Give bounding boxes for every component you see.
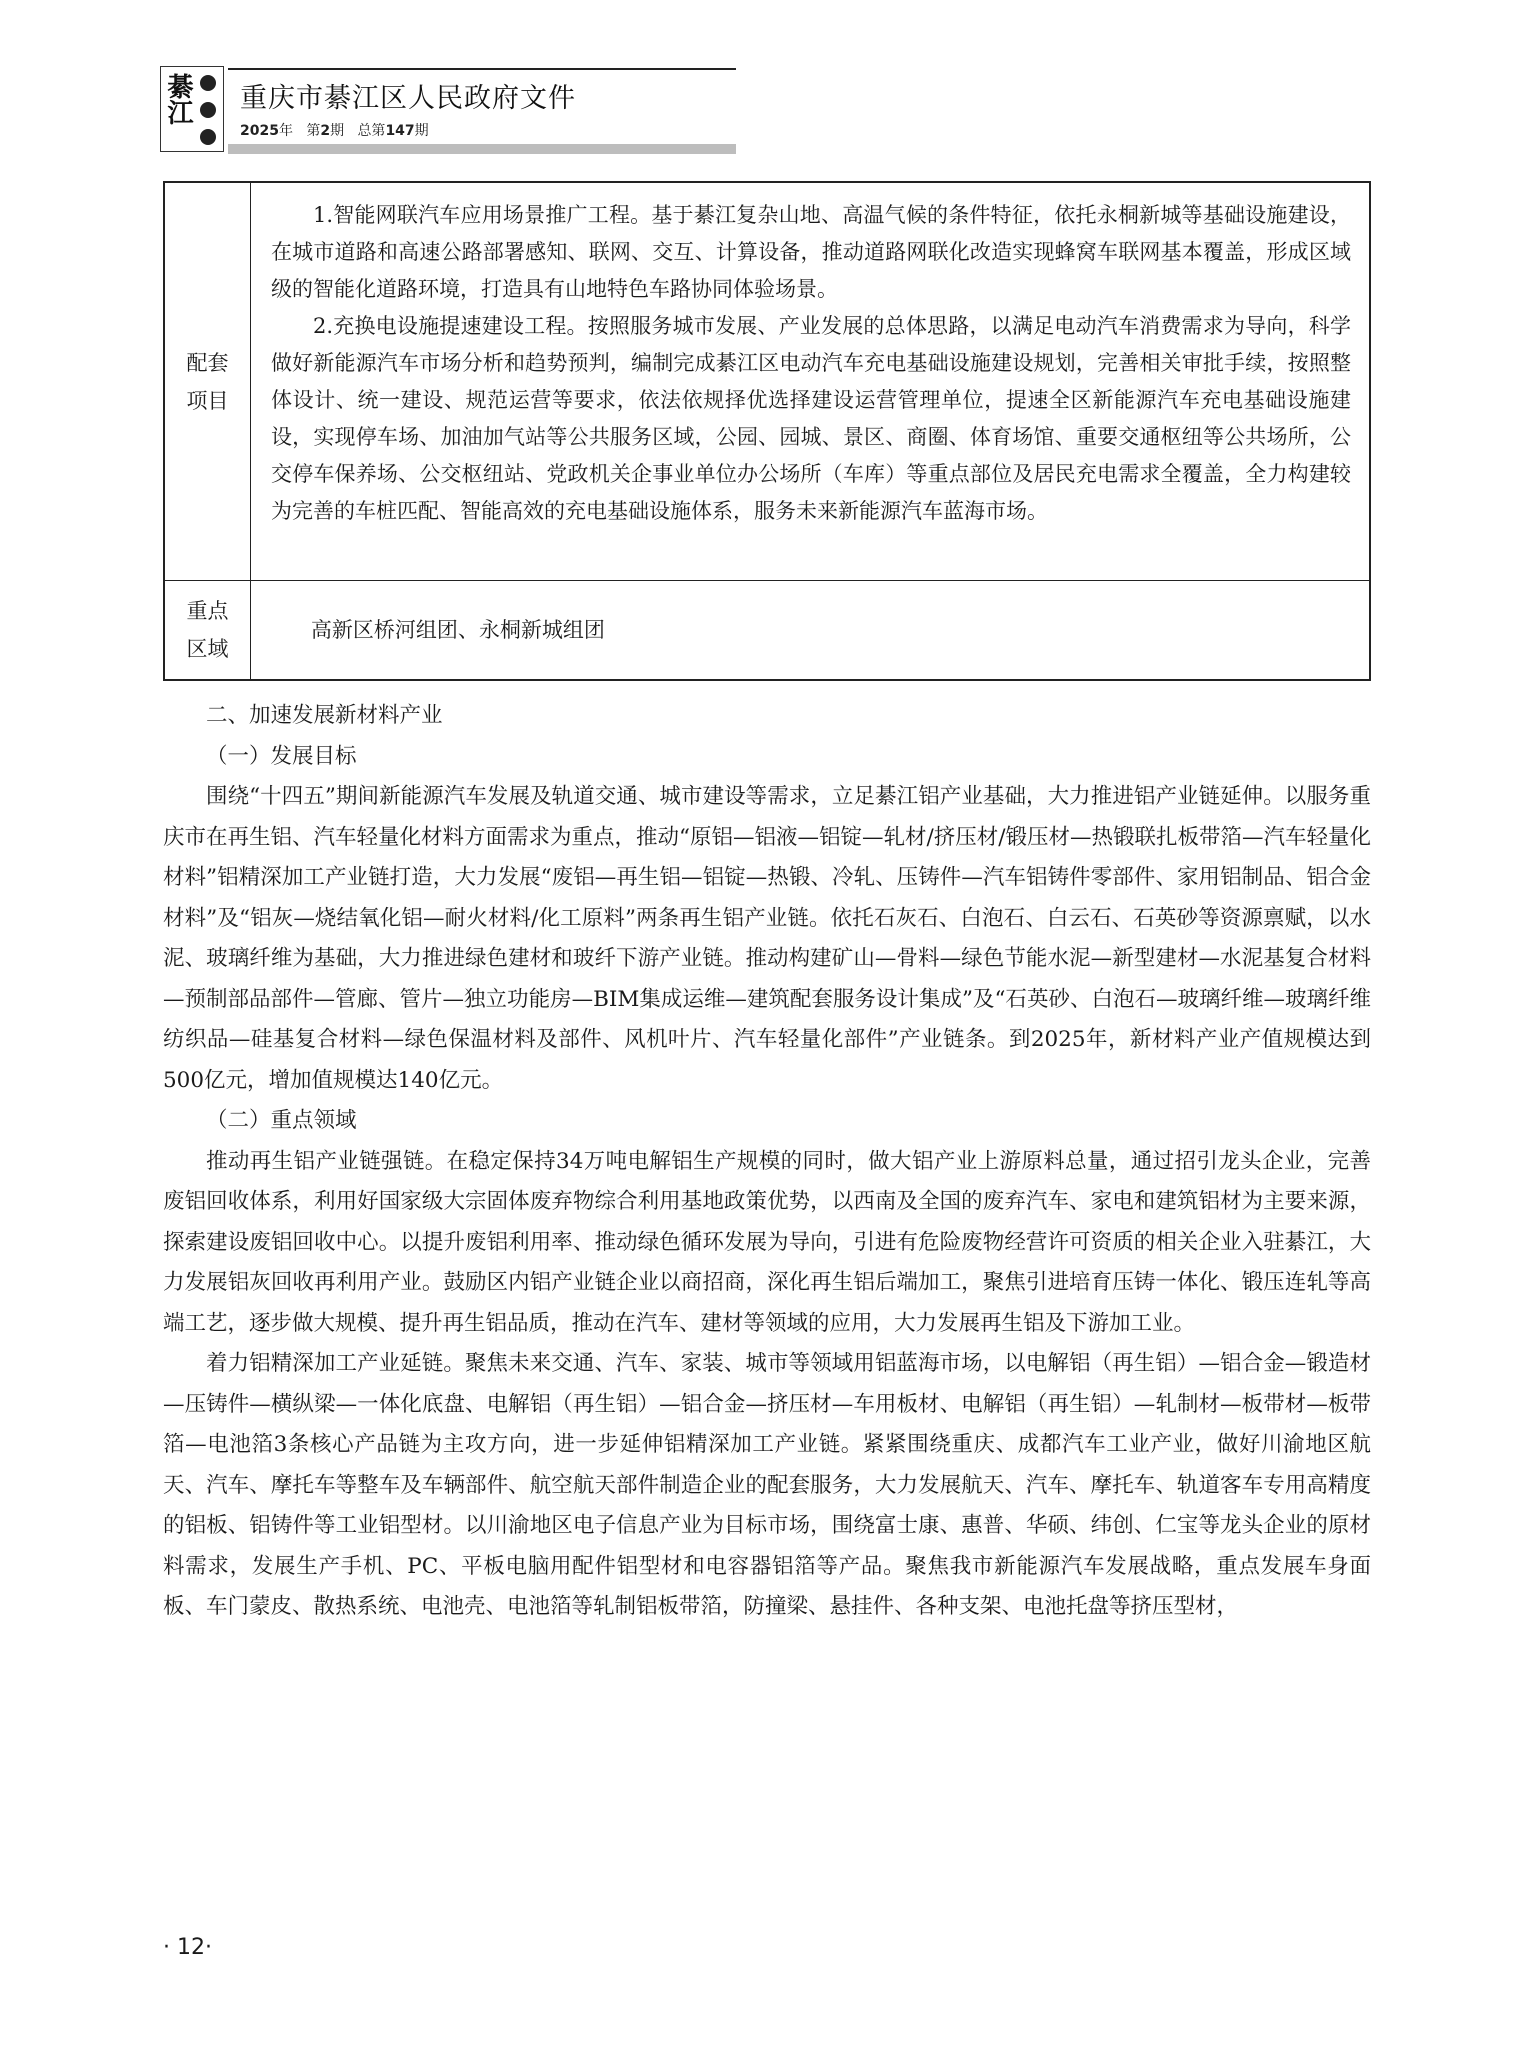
- table-row-supporting-projects: [165, 183, 1369, 581]
- logo-text: 綦江: [163, 73, 193, 125]
- row-label-cell: [165, 581, 251, 679]
- total-number: 147: [385, 123, 415, 139]
- total-prefix: 总第: [357, 123, 386, 139]
- project-paragraph-2: 2.充换电设施提速建设工程。按照服务城市发展、产业发展的总体思路，以满足电动汽车消费需求为导向，科学做好新能源汽车市场分析和趋势预判，编制完成綦江区电动汽车充电基础设施建设规划，完善相关审批手续，按照整体设计、统一建设、规范运营等要求，依法依规择优选择建设运营管理单位，提速全区新能源汽车充电基础设施建设，实现停车场、加油加气站等公共服务区域，公园、园城、景区、商圈、体育场馆、重要交通枢纽等公共场所，公交停车保养场、公交枢纽站、党政机关企事业单位办公场所（车库）等重点部位及居民充电需求全覆盖，全力构建较为完善的车桩匹配、智能高效的充电基础设施体系，服务未来新能源汽车蓝海市场。: [271, 314, 1351, 523]
- issue-year-suffix: 年: [278, 123, 293, 139]
- issue-info: [240, 120, 429, 140]
- header-rule: [228, 68, 736, 70]
- row-content-cell: [251, 581, 1369, 679]
- issue-suffix: 期: [330, 123, 345, 139]
- paragraph-recycled-aluminum: 推动再生铝产业链强链。在稳定保持34万吨电解铝生产规模的同时，做大铝产业上游原料总量，通过招引龙头企业，完善废铝回收体系，利用好国家级大宗固体废弃物综合利用基地政策优势，以西南及全国的废弃汽车、家电和建筑铝材为主要来源，探索建设废铝回收中心。以提升废铝利用率、推动绿色循环发展为导向，引进有危险废物经营许可资质的相关企业入驻綦江，大力发展铝灰回收再利用产业。鼓励区内铝产业链企业以商招商，深化再生铝后端加工，聚焦引进培育压铸一体化、锻压连轧等高端工艺，逐步做大规模、提升再生铝品质，推动在汽车、建材等领域的应用，大力发展再生铝及下游加工业。: [163, 1148, 1371, 1336]
- section-title: 二、加速发展新材料产业: [206, 703, 443, 728]
- total-suffix: 期: [414, 123, 429, 139]
- subsection-title-key-fields: （二）重点领域: [206, 1108, 357, 1133]
- subsection-title-goals: （一）发展目标: [206, 743, 357, 769]
- document-body: [163, 696, 1371, 1628]
- project-table: [163, 181, 1371, 681]
- key-areas-text: 高新区桥河组团、永桐新城组团: [310, 617, 605, 642]
- issue-year: 2025: [240, 123, 279, 139]
- logo-seal-marks: [197, 75, 219, 145]
- document-header: [160, 58, 580, 158]
- issue-number: 2: [320, 123, 331, 139]
- publication-title: 重庆市綦江区人民政府文件: [240, 83, 576, 114]
- issue-prefix: 第: [306, 123, 321, 139]
- project-paragraph-1: 1.智能网联汽车应用场景推广工程。基于綦江复杂山地、高温气候的条件特征，依托永桐新城等基础设施建设，在城市道路和高速公路部署感知、联网、交互、计算设备，推动道路网联化改造实现蜂窝车联网基本覆盖，形成区域级的智能化道路环境，打造具有山地特色车路协同体验场景。: [271, 203, 1351, 301]
- page-number: · 12·: [163, 1935, 212, 1960]
- paragraph-deep-processing: 着力铝精深加工产业延链。聚焦未来交通、汽车、家装、城市等领域用铝蓝海市场，以电解铝（再生铝）—铝合金—锻造材—压铸件—横纵梁—一体化底盘、电解铝（再生铝）—铝合金—挤压材—车用板材、电解铝（再生铝）—轧制材—板带材—板带箔—电池箔3条核心产品链为主攻方向，进一步延伸铝精深加工产业链。紧紧围绕重庆、成都汽车工业产业，做好川渝地区航天、汽车、摩托车等整车及车辆部件、航空航天部件制造企业的配套服务，大力发展航天、汽车、摩托车、轨道客车专用高精度的铝板、铝铸件等工业铝型材。以川渝地区电子信息产业为目标市场，围绕富士康、惠普、华硕、纬创、仁宝等龙头企业的原材料需求，发展生产手机、PC、平板电脑用配件铝型材和电容器铝箔等产品。聚焦我市新能源汽车发展战略，重点发展车身面板、车门蒙皮、散热系统、电池壳、电池箔等轧制铝板带箔，防撞梁、悬挂件、各种支架、电池托盘等挤压型材，: [163, 1351, 1371, 1619]
- row-label: 重点区域: [186, 599, 229, 661]
- qijiang-logo: [160, 66, 224, 152]
- row-label: 配套项目: [186, 350, 229, 413]
- paragraph-goals: 围绕“十四五”期间新能源汽车发展及轨道交通、城市建设等需求，立足綦江铝产业基础，大力推进铝产业链延伸。以服务重庆市在再生铝、汽车轻量化材料方面需求为重点，推动“原铝—铝液—铝锭—轧材/挤压材/锻压材—热锻联扎板带箔—汽车轻量化材料”铝精深加工产业链打造，大力发展“废铝—再生铝—铝锭—热锻、冷轧、压铸件—汽车铝铸件零部件、家用铝制品、铝合金材料”及“铝灰—烧结氧化铝—耐火材料/化工原料”两条再生铝产业链。依托石灰石、白泡石、白云石、石英砂等资源禀赋，以水泥、玻璃纤维为基础，大力推进绿色建材和玻纤下游产业链。推动构建矿山—骨料—绿色节能水泥—新型建材—水泥基复合材料—预制部品部件—管廊、管片—独立功能房—BIM集成运维—建筑配套服务设计集成”及“石英砂、白泡石—玻璃纤维—玻璃纤维纺织品—硅基复合材料—绿色保温材料及部件、风机叶片、汽车轻量化部件”产业链条。到2025年，新材料产业产值规模达到500亿元，增加值规模达140亿元。: [163, 784, 1371, 1093]
- row-content-cell: [251, 183, 1369, 580]
- header-band: [228, 144, 736, 154]
- table-row-key-areas: [165, 581, 1369, 679]
- row-label-cell: [165, 183, 251, 580]
